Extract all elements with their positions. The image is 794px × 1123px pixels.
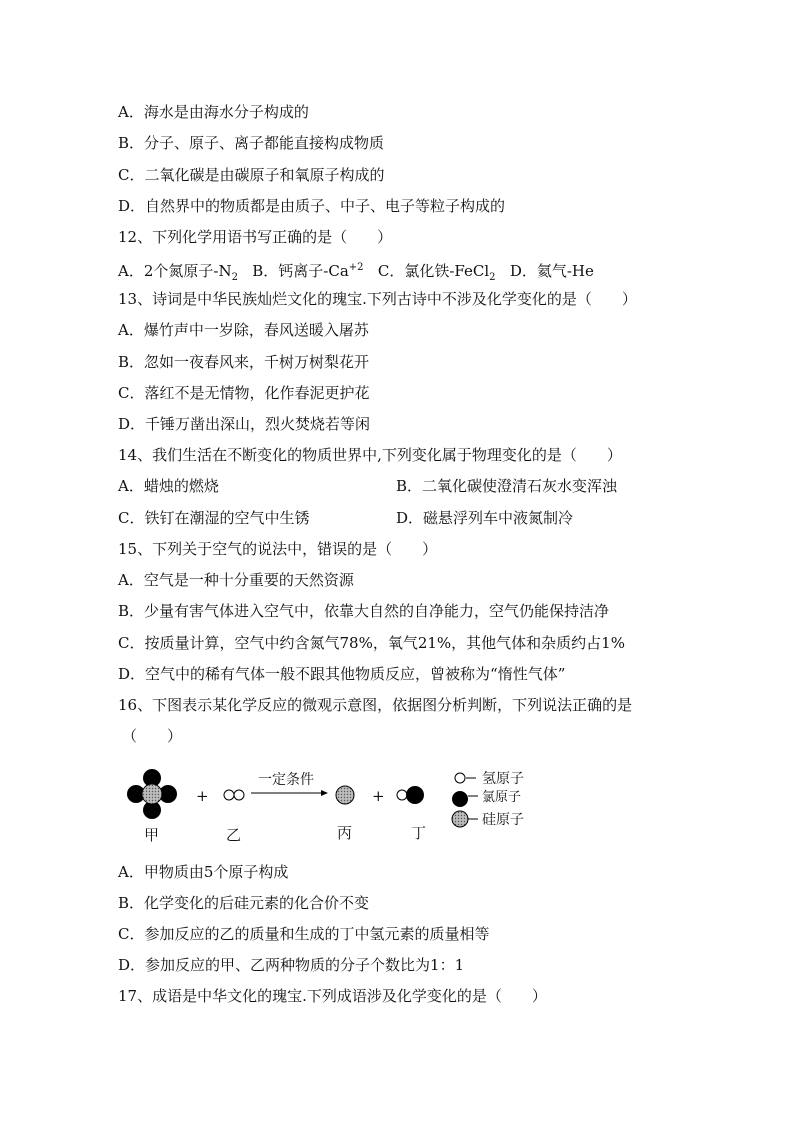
q16-option-b: B．化学变化的后硅元素的化合价不变 bbox=[118, 894, 370, 912]
q15-stem: 15、下列关于空气的说法中，错误的是（ ） bbox=[118, 540, 438, 558]
q13-option-a: A．爆竹声中一岁除，春风送暖入屠苏 bbox=[118, 321, 369, 339]
q12-option-c: C．氯化铁-FeCl$_2$ bbox=[377, 262, 496, 283]
molecule-bing bbox=[336, 786, 354, 804]
q12-option-b: B．钙离子$-Ca^{+2}$ bbox=[252, 262, 364, 280]
molecule-yi bbox=[224, 790, 244, 800]
molecule-ding bbox=[397, 786, 424, 804]
legend-chlorine: 氯原子 bbox=[482, 790, 522, 805]
legend-silicon: 硅原子 bbox=[482, 812, 524, 828]
q14-option-c: C．铁钉在潮湿的空气中生锈 bbox=[118, 509, 310, 527]
label-yi: 乙 bbox=[226, 826, 242, 844]
reaction-diagram bbox=[118, 760, 548, 850]
q16-answer-paren: （ ） bbox=[122, 727, 183, 745]
q12-option-d: D．氦气-He bbox=[509, 262, 594, 280]
q14-option-b: B．二氧化碳使澄清石灰水变浑浊 bbox=[396, 477, 618, 495]
q15-option-c: C．按质量计算，空气中约含氮气78%，氧气21%，其他气体和杂质约占1% bbox=[118, 634, 625, 652]
q13-option-c: C．落红不是无情物，化作春泥更护花 bbox=[118, 384, 370, 402]
q11-option-b: B．分子、原子、离子都能直接构成物质 bbox=[118, 134, 385, 152]
reaction-arrow bbox=[251, 790, 328, 796]
label-bing: 丙 bbox=[337, 824, 353, 842]
q12-option-a: A．2个氮原子$-N_2$ bbox=[118, 262, 238, 283]
q16-option-a: A．甲物质由5个原子构成 bbox=[118, 863, 289, 881]
q12-options bbox=[118, 258, 594, 288]
q16-option-d: D．参加反应的甲、乙两种物质的分子个数比为1：1 bbox=[118, 956, 465, 974]
plus-sign-2: + bbox=[372, 787, 385, 805]
molecule-jia bbox=[127, 769, 177, 819]
q13-option-d: D．千锤万凿出深山，烈火焚烧若等闲 bbox=[118, 415, 371, 433]
q15-option-d: D．空气中的稀有气体一般不跟其他物质反应，曾被称为“惰性气体” bbox=[118, 665, 566, 683]
q12-stem: 12、下列化学用语书写正确的是（ ） bbox=[118, 228, 393, 246]
q13-option-b: B．忽如一夜春风来，千树万树梨花开 bbox=[118, 353, 370, 371]
q15-option-a: A．空气是一种十分重要的天然资源 bbox=[118, 571, 354, 589]
q14-stem: 14、我们生活在不断变化的物质世界中,下列变化属于物理变化的是（ ） bbox=[118, 446, 622, 464]
q11-option-d: D．自然界中的物质都是由质子、中子、电子等粒子构成的 bbox=[118, 197, 506, 215]
q11-option-a: A．海水是由海水分子构成的 bbox=[118, 103, 309, 121]
plus-sign-1: + bbox=[196, 787, 209, 805]
q16-stem: 16、下图表示某化学反应的微观示意图，依据图分析判断，下列说法正确的是 bbox=[118, 696, 633, 714]
reaction-condition: 一定条件 bbox=[258, 772, 314, 788]
legend-hydrogen: 氢原子 bbox=[482, 771, 524, 787]
legend-symbols bbox=[452, 773, 478, 827]
q15-option-b: B．少量有害气体进入空气中，依靠大自然的自净能力，空气仍能保持洁净 bbox=[118, 602, 610, 620]
q16-option-c: C．参加反应的乙的质量和生成的丁中氢元素的质量相等 bbox=[118, 925, 490, 943]
q11-option-c: C．二氧化碳是由碳原子和氧原子构成的 bbox=[118, 166, 385, 184]
q14-option-d: D．磁悬浮列车中液氮制冷 bbox=[396, 509, 574, 527]
label-jia: 甲 bbox=[144, 826, 160, 844]
label-ding: 丁 bbox=[411, 824, 427, 842]
q13-stem: 13、诗词是中华民族灿烂文化的瑰宝.下列古诗中不涉及化学变化的是（ ） bbox=[118, 290, 637, 308]
q17-stem: 17、成语是中华文化的瑰宝.下列成语涉及化学变化的是（ ） bbox=[118, 987, 547, 1005]
q14-option-a: A．蜡烛的燃烧 bbox=[118, 477, 219, 495]
